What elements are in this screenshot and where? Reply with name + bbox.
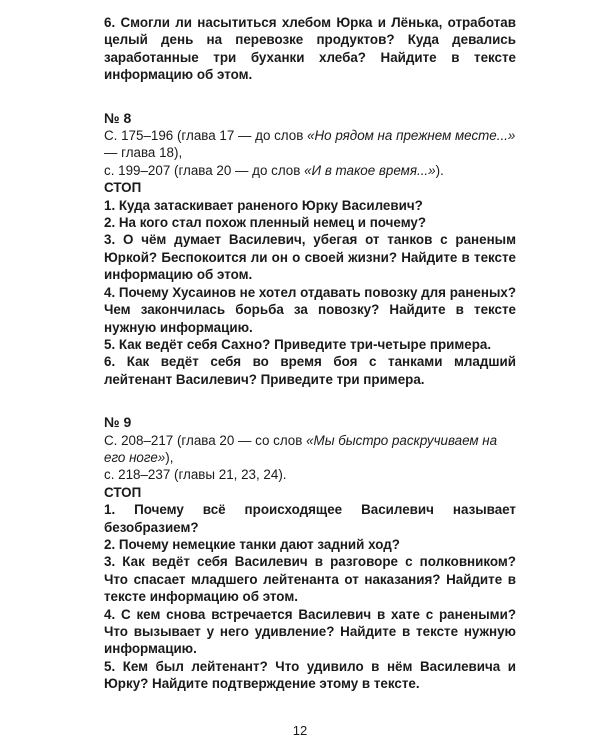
- ref-text: с. 199–207 (глава 20 — до слов: [104, 162, 305, 178]
- section-8-question-1: 1. Куда затаскивает раненого Юрку Василевич?: [104, 197, 423, 213]
- section-8-question-4: 4. Почему Хусаинов не хотел отдавать повозку для раненых? Чем закончилась борьба за повозку? Найдите в тексте нужную информацию.: [104, 284, 517, 335]
- section-9-question-3: 3. Как ведёт себя Василевич в разговоре с полковником? Что спасает младшего лейтенанта от наказания? Найдите в тексте информацию об этом.: [104, 554, 516, 605]
- ref-tail: ).: [435, 162, 444, 178]
- section-8: [104, 110, 516, 389]
- section-9-question-4: 4. С кем снова встречается Василевич в хате с ранеными? Что вызывает у него удивление? Найдите в тексте нужную информацию.: [104, 606, 516, 657]
- section-9: [104, 414, 516, 693]
- section-8-question-6: 6. Как ведёт себя во время боя с танками младший лейтенант Василевич? Приведите три примера.: [104, 354, 516, 387]
- ref-text: С. 208–217 (глава 20 — со слов: [104, 432, 307, 448]
- spacer: [104, 84, 516, 110]
- ref-quote: «Но рядом на прежнем месте...»: [307, 128, 516, 144]
- spacer: [104, 388, 516, 414]
- section-9-reference-2: с. 218–237 (главы 21, 23, 24).: [104, 467, 287, 483]
- section-9-question-5: 5. Кем был лейтенант? Что удивило в нём Василевича и Юрку? Найдите подтверждение этому в тексте.: [104, 658, 516, 692]
- page-number: 12: [292, 723, 308, 738]
- section-9-question-2: 2. Почему немецкие танки дают задний ход?: [104, 536, 400, 552]
- section-9-question-1: 1. Почему всё происходящее Василевич называет безобразием?: [104, 502, 516, 535]
- section-9-reference-1: [104, 432, 516, 467]
- ref-tail: ),: [165, 449, 174, 465]
- ref-tail: — глава 18),: [104, 145, 183, 161]
- ref-quote: «И в такое время...»: [304, 162, 436, 178]
- question-top: 6. Смогли ли насытиться хлебом Юрка и Лёнька, отработав целый день на перевозке продуктов? Куда девались заработанные три буханки хлеба? Найдите в тексте информацию об этом.: [104, 15, 516, 83]
- ref-text: С. 175–196 (глава 17 — до слов: [104, 128, 308, 144]
- section-8-stop: СТОП: [104, 180, 142, 196]
- section-9-heading: № 9: [104, 414, 132, 431]
- section-8-question-3: 3. О чём думает Василевич, убегая от танков с раненым Юркой? Беспокоится ли он о своей жизни? Найдите в тексте информацию об этом.: [104, 232, 516, 283]
- section-8-reference-1: [104, 127, 516, 162]
- section-8-heading: № 8: [104, 109, 132, 126]
- section-8-reference-2: [104, 162, 516, 179]
- ref-quote: «Мы быстро раскручиваем на его ноге»: [104, 432, 498, 465]
- section-8-question-5: 5. Как ведёт себя Сахно? Приведите три-четыре примера.: [104, 336, 492, 352]
- document-page: [104, 14, 516, 693]
- section-9-stop: СТОП: [104, 484, 142, 500]
- section-8-question-2: 2. На кого стал похож пленный немец и почему?: [104, 215, 427, 231]
